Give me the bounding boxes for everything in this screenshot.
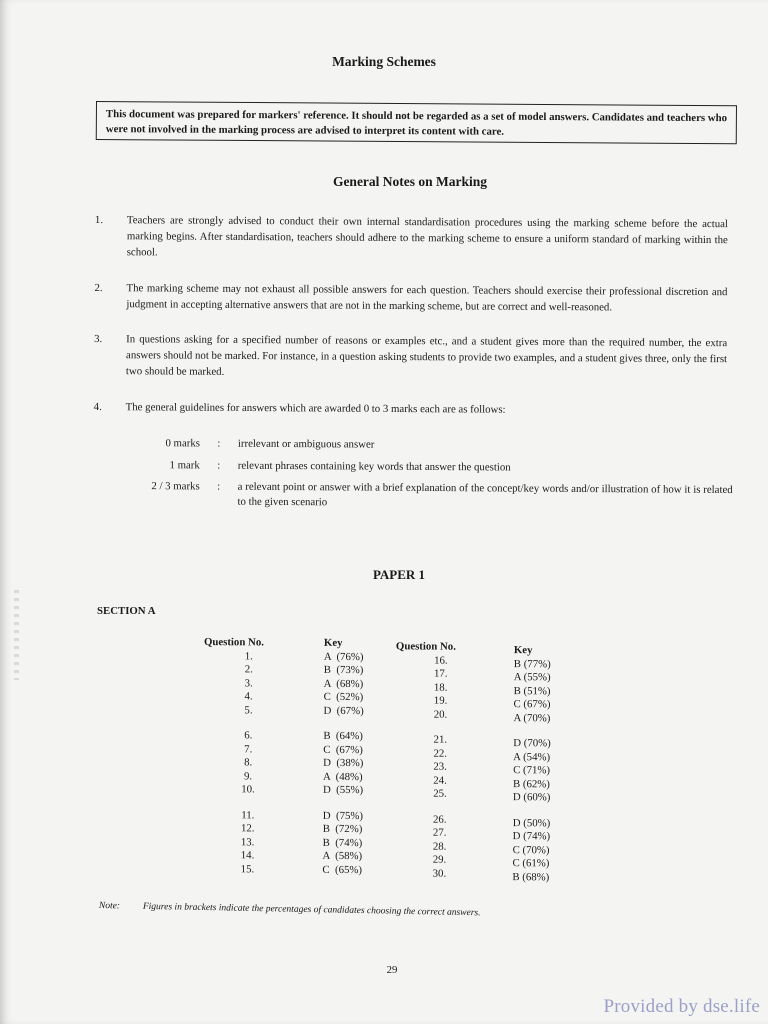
note-item bbox=[94, 280, 727, 317]
question-number: 28. bbox=[432, 840, 447, 853]
answer-key: A (58%) bbox=[322, 849, 363, 863]
note-number: 2. bbox=[94, 281, 103, 294]
answer-key: B (73%) bbox=[323, 663, 364, 677]
note-text: Teachers are strongly advised to conduct their own internal standardisation procedures using the marking scheme before the actual marking begins. After standardisation, teachers should adhere to the marking scheme to ensure a uniform standard of marking within the school. bbox=[126, 214, 728, 259]
answer-key: D (38%) bbox=[323, 756, 364, 770]
question-number: 12. bbox=[240, 822, 255, 835]
guideline-colon: : bbox=[217, 480, 221, 493]
answer-key: D (74%) bbox=[512, 830, 551, 843]
note-number: 1. bbox=[94, 213, 104, 227]
question-number: 16. bbox=[434, 654, 448, 667]
answer-key: D (55%) bbox=[322, 783, 364, 797]
guideline-colon: : bbox=[217, 459, 221, 472]
guideline-label: 0 marks bbox=[165, 437, 200, 450]
answer-key: C (67%) bbox=[513, 698, 551, 711]
answer-key: D (50%) bbox=[512, 816, 551, 829]
answer-key: B (68%) bbox=[512, 870, 550, 883]
answer-key: C (67%) bbox=[323, 743, 363, 756]
footnote-label: Note: bbox=[98, 901, 121, 912]
question-number: 27. bbox=[432, 826, 447, 839]
question-number: 20. bbox=[433, 708, 448, 721]
question-column-right bbox=[394, 640, 486, 881]
guideline-colon: : bbox=[217, 437, 221, 450]
question-number: 7. bbox=[244, 742, 253, 755]
guideline-row bbox=[133, 458, 733, 477]
footnote-text: Figures in brackets indicate the percentages of candidates choosing the correct answers. bbox=[142, 901, 481, 919]
answer-key: D (70%) bbox=[513, 737, 551, 750]
column-header: Key bbox=[323, 636, 343, 649]
question-number: 14. bbox=[240, 849, 255, 862]
guideline-description: irrelevant or ambiguous answer bbox=[237, 437, 375, 451]
answer-key: C (52%) bbox=[323, 690, 364, 704]
answer-key: C (70%) bbox=[512, 843, 550, 856]
answer-key: B (74%) bbox=[322, 836, 363, 849]
answer-key: D (67%) bbox=[323, 704, 364, 717]
answer-key: B (72%) bbox=[322, 822, 363, 836]
answer-key: B (77%) bbox=[513, 657, 551, 670]
question-number: 25. bbox=[433, 787, 447, 800]
question-number: 21. bbox=[433, 733, 448, 746]
question-number: 5. bbox=[244, 703, 253, 716]
footnote bbox=[99, 901, 481, 918]
answer-key: A (55%) bbox=[513, 671, 551, 684]
note-text: The marking scheme may not exhaust all possible answers for each question. Teachers should exercise their professional discretion and judgment in accepting alternative answers that are not in the marking scheme, but are correct and well-reasoned. bbox=[126, 281, 728, 314]
guideline-row bbox=[133, 436, 733, 455]
question-number: 24. bbox=[433, 774, 447, 787]
section-heading: SECTION A bbox=[97, 605, 156, 617]
question-number: 19. bbox=[433, 694, 448, 707]
guideline-row bbox=[133, 479, 733, 512]
key-column-right bbox=[512, 644, 584, 884]
question-number: 8. bbox=[244, 756, 253, 769]
answer-key: A (70%) bbox=[513, 711, 551, 724]
guideline-label: 2 / 3 marks bbox=[151, 480, 200, 493]
question-number: 17. bbox=[433, 667, 448, 680]
note-item bbox=[94, 399, 727, 419]
page-number: 29 bbox=[386, 964, 398, 976]
margin-scan-mark bbox=[14, 590, 19, 680]
guideline-label: 1 mark bbox=[169, 458, 200, 472]
note-item bbox=[95, 212, 728, 265]
question-number: 2. bbox=[244, 663, 253, 676]
watermark: Provided by dse.life bbox=[603, 996, 760, 1017]
answer-key: A (76%) bbox=[323, 650, 364, 663]
question-number: 4. bbox=[244, 690, 253, 703]
answer-key: C (65%) bbox=[322, 863, 363, 876]
key-column-left bbox=[322, 637, 394, 877]
guideline-description: a relevant point or answer with a brief explanation of the concept/key words and/or illustration of how it is related to the given scenario bbox=[237, 480, 733, 509]
guideline-description: relevant phrases containing key words that answer the question bbox=[237, 459, 511, 474]
question-number: 30. bbox=[432, 867, 447, 880]
answer-key: A (68%) bbox=[323, 677, 364, 690]
question-number: 3. bbox=[244, 676, 253, 689]
question-column-left bbox=[202, 636, 294, 877]
answer-key: C (71%) bbox=[513, 764, 551, 777]
column-header: Key bbox=[513, 644, 533, 657]
answer-key: C (61%) bbox=[512, 857, 550, 870]
question-number: 18. bbox=[433, 681, 448, 694]
question-number: 10. bbox=[241, 783, 255, 796]
answer-key: B (51%) bbox=[513, 684, 551, 697]
question-number: 13. bbox=[240, 835, 255, 848]
question-number: 23. bbox=[433, 760, 447, 773]
question-number: 15. bbox=[240, 862, 255, 875]
notice-box: This document was prepared for markers' reference. It should not be regarded as a set of model answers. Candidates and teachers who were not involved in the marking process are advised to interpret its content with care. bbox=[96, 101, 737, 144]
marking-guidelines bbox=[132, 436, 733, 519]
question-number: 1. bbox=[244, 649, 253, 662]
note-item bbox=[94, 331, 727, 384]
answer-key: D (60%) bbox=[512, 791, 551, 804]
general-notes-title: General Notes on Marking bbox=[332, 174, 488, 189]
note-number: 3. bbox=[94, 333, 103, 346]
general-notes-list bbox=[94, 212, 728, 438]
page-title: Marking Schemes bbox=[332, 54, 436, 69]
question-number: 26. bbox=[433, 813, 447, 826]
question-number: 6. bbox=[244, 729, 253, 742]
answer-key: A (54%) bbox=[513, 750, 551, 763]
answer-key: B (62%) bbox=[512, 777, 550, 790]
column-header: Question No. bbox=[203, 636, 264, 649]
answer-key: A (48%) bbox=[323, 770, 363, 783]
question-number: 22. bbox=[433, 747, 448, 760]
column-header: Question No. bbox=[395, 640, 456, 653]
answer-key: D (75%) bbox=[322, 809, 364, 822]
note-number: 4. bbox=[93, 400, 102, 413]
paper-heading: PAPER 1 bbox=[372, 567, 426, 582]
note-text: The general guidelines for answers which are awarded 0 to 3 marks each are as follows: bbox=[125, 400, 506, 416]
note-text: In questions asking for a specified number of reasons or examples etc., and a student gives more than the required number, the extra answers should not be marked. For instance, in a question asking students to provide two examples, and a student gives three, only the first two should be marked. bbox=[125, 333, 728, 379]
question-number: 29. bbox=[432, 853, 447, 866]
answer-key: B (64%) bbox=[323, 729, 363, 743]
question-number: 11. bbox=[241, 808, 255, 821]
question-number: 9. bbox=[243, 769, 253, 782]
